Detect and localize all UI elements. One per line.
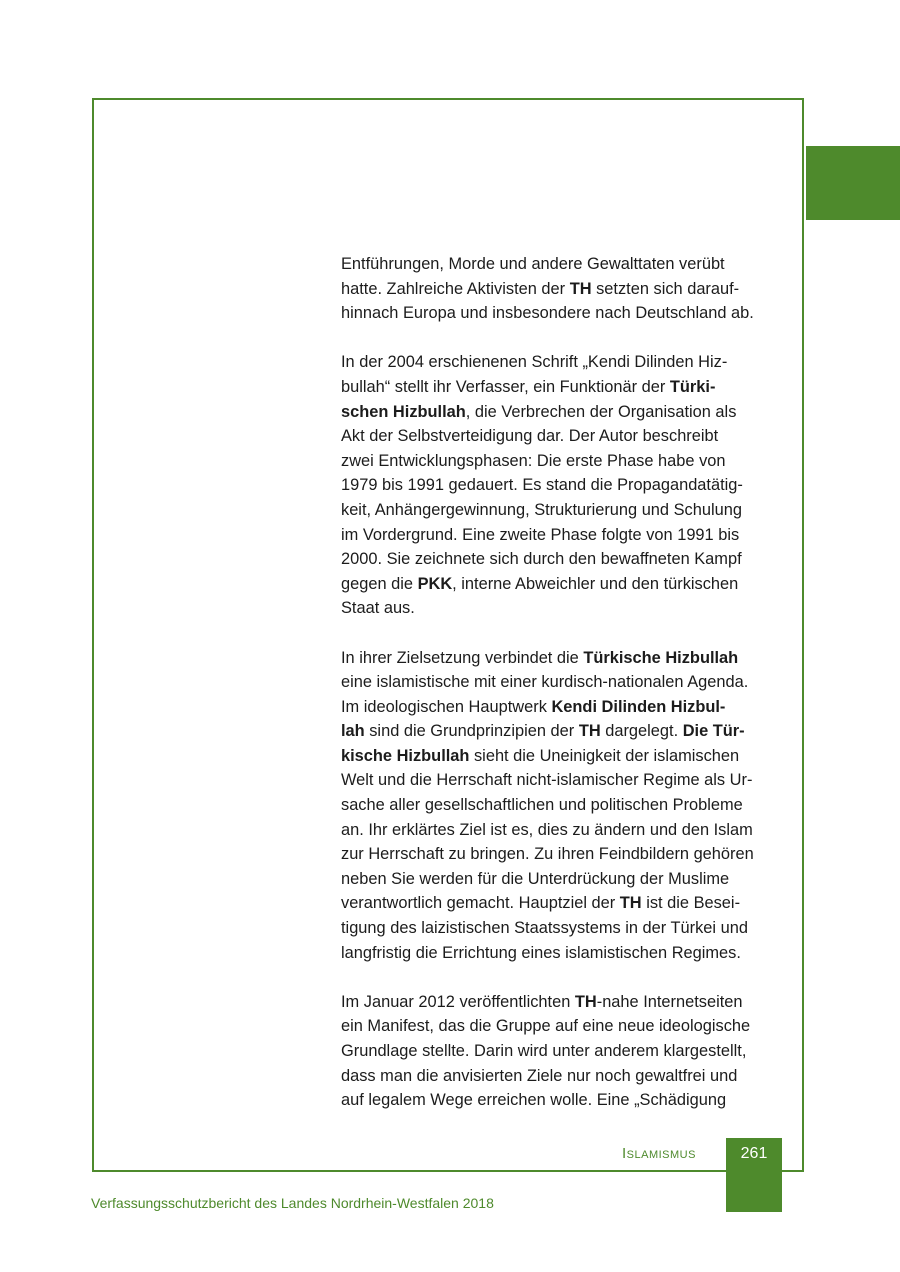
paragraph — [341, 252, 777, 326]
bold-text: kische Hizbullah — [341, 746, 470, 765]
text-run: In ihrer Zielsetzung verbindet die — [341, 648, 584, 667]
text-line — [341, 277, 777, 302]
text-line — [341, 596, 777, 621]
page-number: 261 — [740, 1145, 768, 1162]
footer-publication-title: Verfassungsschutzbericht des Landes Nordrhein-Westfalen 2018 — [91, 1195, 494, 1211]
text-run: Akt der Selbstverteidigung dar. Der Autor beschreibt — [341, 427, 719, 446]
text-run: Im Januar 2012 veröffentlichten — [341, 992, 575, 1011]
text-run: -nahe Internetseiten — [596, 992, 743, 1011]
text-line — [341, 793, 777, 818]
bold-text: Türkische Hizbullah — [583, 648, 739, 667]
text-run: zur Herrschaft zu bringen. Zu ihren Feindbildern gehören — [341, 845, 754, 864]
text-line — [341, 572, 777, 597]
text-run: sieht die Uneinigkeit der islamischen — [469, 746, 740, 765]
text-line — [341, 891, 777, 916]
text-line — [341, 400, 777, 425]
text-line — [341, 424, 777, 449]
text-run: keit, Anhängergewinnung, Strukturierung und Schulung — [341, 500, 742, 519]
text-run: auf legalem Wege erreichen wolle. Eine „Schädigung — [341, 1091, 727, 1110]
text-line — [341, 990, 777, 1015]
text-line — [341, 719, 777, 744]
text-line — [341, 498, 777, 523]
text-run: Staat aus. — [341, 599, 415, 618]
bold-text: Türki- — [669, 377, 716, 396]
text-run: im Vordergrund. Eine zweite Phase folgte von 1991 bis — [341, 525, 740, 544]
text-run: 2000. Sie zeichnete sich durch den bewaffneten Kampf — [341, 550, 742, 569]
text-line — [341, 1064, 777, 1089]
text-run: setzten sich darauf- — [591, 279, 740, 298]
paragraph — [341, 990, 777, 1113]
text-run: zwei Entwicklungsphasen: Die erste Phase habe von — [341, 451, 726, 470]
text-line — [341, 1014, 777, 1039]
text-run: ein Manifest, das die Gruppe auf eine neue ideologische — [341, 1017, 751, 1036]
text-run: Entführungen, Morde und andere Gewalttaten verübt — [341, 255, 725, 273]
text-line — [341, 867, 777, 892]
text-line — [341, 1088, 777, 1113]
text-run: In der 2004 erschienenen Schrift „Kendi Dilinden Hiz- — [341, 353, 728, 372]
text-run: bullah“ stellt ihr Verfasser, ein Funktionär der — [341, 377, 670, 396]
text-run: hinnach Europa und insbesondere nach Deutschland ab. — [341, 304, 754, 323]
text-line — [341, 744, 777, 769]
body-text-column — [341, 252, 777, 1137]
text-line — [341, 375, 777, 400]
text-line — [341, 916, 777, 941]
text-run: dass man die anvisierten Ziele nur noch gewaltfrei und — [341, 1066, 738, 1085]
text-run: , interne Abweichler und den türkischen — [452, 574, 739, 593]
page-number-box — [726, 1138, 782, 1212]
text-line — [341, 670, 777, 695]
text-run: Grundlage stellte. Darin wird unter anderem klargestellt, — [341, 1042, 747, 1060]
text-run: Im ideologischen Hauptwerk — [341, 697, 552, 716]
text-line — [341, 547, 777, 572]
text-line — [341, 252, 777, 277]
text-run: gegen die — [341, 574, 418, 593]
bold-text: TH — [569, 279, 592, 298]
paragraph — [341, 350, 777, 621]
text-run: eine islamistische mit einer kurdisch-nationalen Agenda. — [341, 673, 749, 692]
bold-text: Die Tür- — [682, 722, 745, 741]
text-run: verantwortlich gemacht. Hauptziel der — [341, 894, 620, 913]
text-run: ist die Besei- — [641, 894, 741, 913]
text-line — [341, 449, 777, 474]
section-label: Islamismus — [622, 1145, 696, 1162]
bold-text: PKK — [417, 574, 453, 593]
bold-text: TH — [578, 722, 601, 741]
text-line — [341, 695, 777, 720]
text-run: langfristig die Errichtung eines islamistischen Regimes. — [341, 943, 741, 962]
text-run: dargelegt. — [600, 722, 683, 741]
chapter-tab-marker — [806, 146, 900, 220]
text-line — [341, 350, 777, 375]
text-run: 1979 bis 1991 gedauert. Es stand die Propagandatätig- — [341, 476, 743, 495]
bold-text: lah — [341, 722, 365, 741]
text-line — [341, 842, 777, 867]
text-run: Welt und die Herrschaft nicht-islamischer Regime als Ur- — [341, 771, 753, 790]
text-line — [341, 646, 777, 671]
text-run: hatte. Zahlreiche Aktivisten der — [341, 279, 570, 298]
bold-text: TH — [574, 992, 597, 1011]
text-line — [341, 1039, 777, 1064]
text-run: tigung des laizistischen Staatssystems in der Türkei und — [341, 919, 748, 938]
text-line — [341, 941, 777, 966]
text-line — [341, 473, 777, 498]
bold-text: schen Hizbullah — [341, 402, 466, 421]
text-run: sind die Grundprinzipien der — [364, 722, 579, 741]
text-run: an. Ihr erklärtes Ziel ist es, dies zu ändern und den Islam — [341, 820, 753, 839]
bold-text: Kendi Dilinden Hizbul- — [551, 697, 726, 716]
text-run: sache aller gesellschaftlichen und politischen Probleme — [341, 796, 743, 815]
paragraph — [341, 646, 777, 966]
bold-text: TH — [619, 894, 642, 913]
text-run: neben Sie werden für die Unterdrückung der Muslime — [341, 869, 730, 888]
text-line — [341, 768, 777, 793]
text-line — [341, 301, 777, 326]
text-line — [341, 818, 777, 843]
text-line — [341, 523, 777, 548]
text-run: , die Verbrechen der Organisation als — [465, 402, 737, 421]
